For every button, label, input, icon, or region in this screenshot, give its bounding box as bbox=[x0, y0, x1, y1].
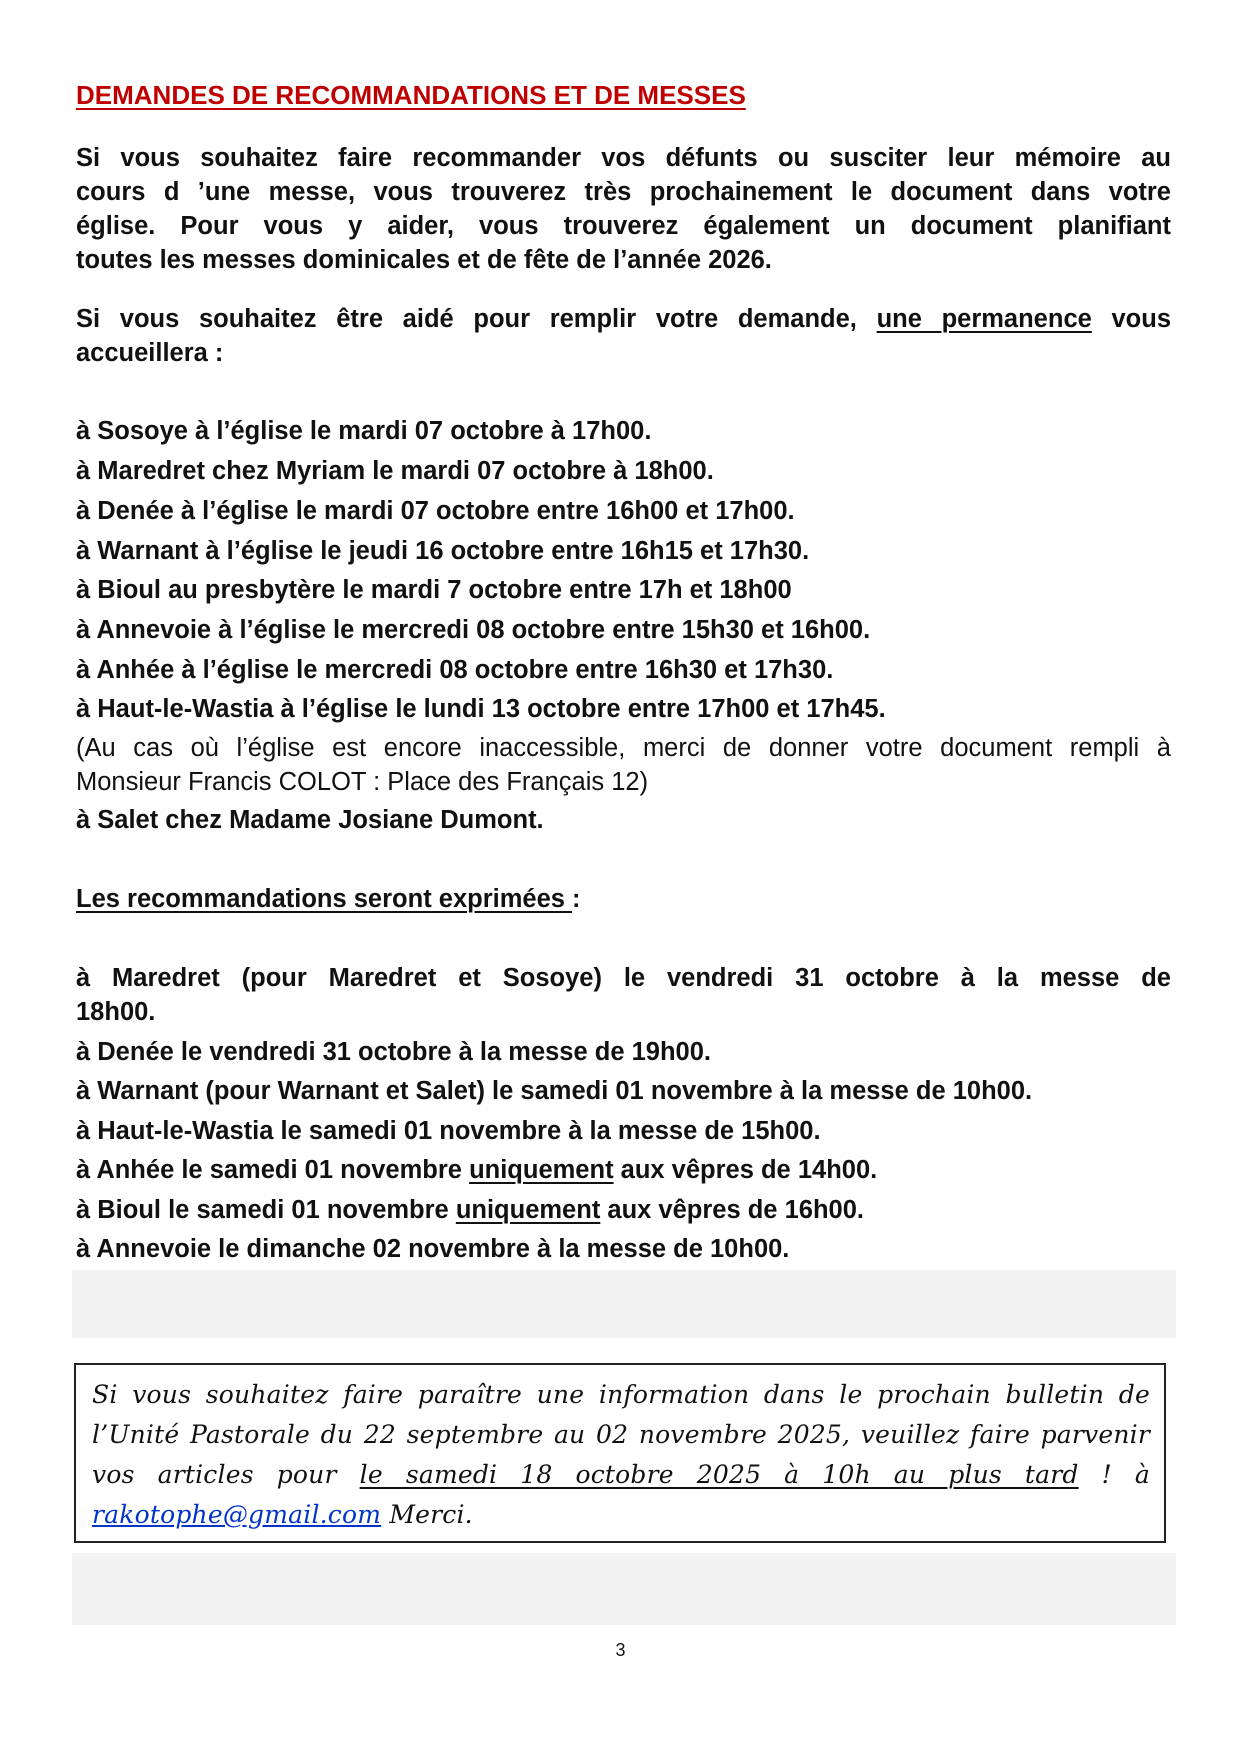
anhee-text-after: aux vêpres de 14h00. bbox=[613, 1156, 878, 1184]
expressed-colon: : bbox=[572, 885, 581, 913]
bioul-text-before: à Bioul le samedi 01 novembre bbox=[76, 1196, 456, 1224]
anhee-text-before: à Anhée le samedi 01 novembre bbox=[76, 1156, 470, 1184]
note-line-1: (Au cas où l’église est encore inaccessible, merci de donner votre document rempli à bbox=[76, 734, 1171, 762]
permanence-item: à Warnant à l’église le jeudi 16 octobre entre 16h15 et 17h30. bbox=[76, 537, 810, 565]
intro-line-3: église. Pour vous y aider, vous trouverez également un document planifiant bbox=[76, 212, 1171, 240]
mass-item-maredret-line-2: 18h00. bbox=[76, 998, 156, 1026]
bulletin-notice-text bbox=[92, 1375, 1150, 1535]
help-line-2: accueillera : bbox=[76, 339, 224, 367]
bioul-underlined: uniquement bbox=[455, 1196, 601, 1224]
permanence-item: à Sosoye à l’église le mardi 07 octobre à 17h00. bbox=[76, 417, 652, 445]
salet-item: à Salet chez Madame Josiane Dumont. bbox=[76, 806, 544, 834]
mass-item-maredret-line-1: à Maredret (pour Maredret et Sosoye) le vendredi 31 octobre à la messe de bbox=[76, 964, 1171, 992]
mass-item-annevoie: à Annevoie le dimanche 02 novembre à la messe de 10h00. bbox=[76, 1235, 790, 1263]
page-title: DEMANDES DE RECOMMANDATIONS ET DE MESSES bbox=[76, 80, 746, 110]
permanence-item: à Maredret chez Myriam le mardi 07 octobre à 18h00. bbox=[76, 457, 714, 485]
bioul-text-after: aux vêpres de 16h00. bbox=[600, 1196, 864, 1224]
help-line-1 bbox=[76, 302, 1171, 336]
page-number: 3 bbox=[615, 1640, 626, 1660]
permanence-item: à Annevoie à l’église le mercredi 08 octobre entre 15h30 et 16h00. bbox=[76, 616, 871, 644]
mass-item-anhee bbox=[76, 1153, 1171, 1187]
intro-line-2: cours d ’une messe, vous trouverez très prochainement le document dans votre bbox=[76, 178, 1171, 206]
bulletin-deadline: le samedi 18 octobre 2025 à 10h au plus tard bbox=[359, 1460, 1079, 1489]
mass-item-warnant: à Warnant (pour Warnant et Salet) le samedi 01 novembre à la messe de 10h00. bbox=[76, 1077, 1033, 1105]
intro-line-4: toutes les messes dominicales et de fête de l’année 2026. bbox=[76, 246, 772, 274]
expressed-heading bbox=[76, 882, 1171, 916]
permanence-underlined: une permanence bbox=[876, 305, 1092, 333]
note-line-2: Monsieur Francis COLOT : Place des Français 12) bbox=[76, 768, 649, 796]
intro-line-1: Si vous souhaitez faire recommander vos défunts ou susciter leur mémoire au bbox=[76, 144, 1171, 172]
bulletin-text-middle: ! à bbox=[1078, 1460, 1150, 1489]
bulletin-text-start: Si vous souhaitez faire paraître une information dans le prochain bulletin de l’Unité Pastorale du 22 septembre au 02 novembre 2025, veuillez faire parvenir vos articles pour bbox=[92, 1380, 1150, 1489]
mass-item-bioul bbox=[76, 1193, 1171, 1227]
bulletin-email-link[interactable]: rakotophe@gmail.com bbox=[92, 1500, 382, 1529]
bulletin-text-end: Merci. bbox=[381, 1500, 473, 1529]
expressed-heading-text: Les recommandations seront exprimées bbox=[76, 885, 573, 913]
permanence-item: à Bioul au presbytère le mardi 7 octobre entre 17h et 18h00 bbox=[76, 576, 792, 604]
mass-item-denee: à Denée le vendredi 31 octobre à la messe de 19h00. bbox=[76, 1038, 711, 1066]
grey-spacer-bottom bbox=[72, 1553, 1176, 1625]
permanence-item: à Anhée à l’église le mercredi 08 octobre entre 16h30 et 17h30. bbox=[76, 656, 834, 684]
help-text-before: Si vous souhaitez être aidé pour remplir votre demande, bbox=[76, 305, 877, 333]
bulletin-notice-box bbox=[74, 1363, 1166, 1543]
permanence-item: à Denée à l’église le mardi 07 octobre entre 16h00 et 17h00. bbox=[76, 497, 795, 525]
mass-item-haut-le-wastia: à Haut-le-Wastia le samedi 01 novembre à la messe de 15h00. bbox=[76, 1117, 821, 1145]
help-text-after: vous bbox=[1091, 305, 1172, 333]
anhee-underlined: uniquement bbox=[469, 1156, 614, 1184]
grey-spacer-top bbox=[72, 1270, 1176, 1338]
permanence-item: à Haut-le-Wastia à l’église le lundi 13 octobre entre 17h00 et 17h45. bbox=[76, 695, 886, 723]
